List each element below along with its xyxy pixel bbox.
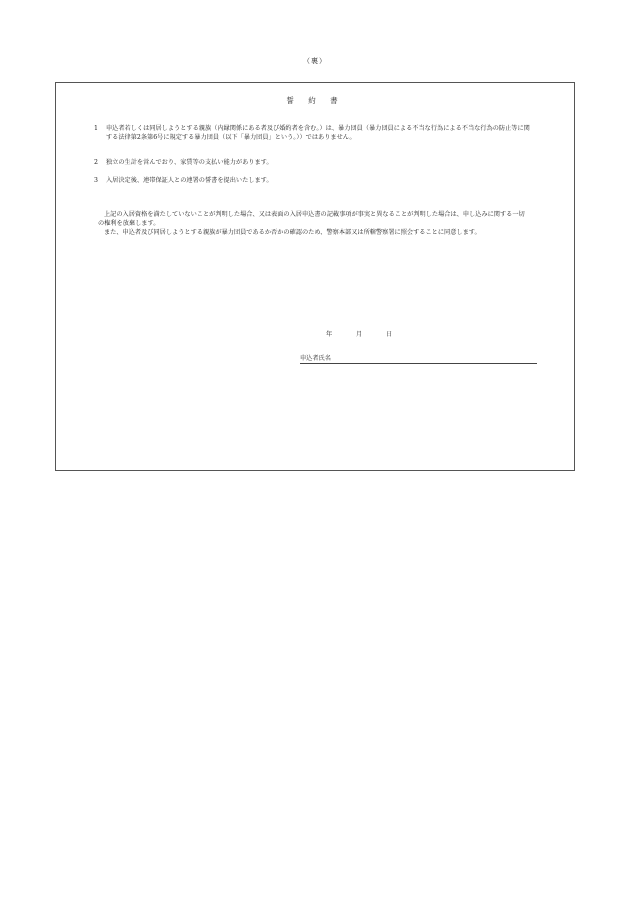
year-label: 年 bbox=[326, 331, 333, 338]
day-label: 日 bbox=[385, 331, 393, 338]
item-number: 1 bbox=[94, 125, 98, 132]
item-text: 独立の生計を営んでおり、家賃等の支払い能力があります。 bbox=[106, 159, 273, 166]
pledge-item-3 bbox=[94, 176, 530, 185]
month-label: 月 bbox=[355, 331, 363, 338]
pledge-item-2 bbox=[94, 158, 530, 167]
pledge-form-frame bbox=[55, 82, 575, 471]
consent-paragraph-1: 上記の入居資格を満たしていないことが判明した場合、又は表面の入居申込書の記載事項が事実と異なることが判明した場合は、申し込みに関する一切の権利を放棄します。 bbox=[98, 211, 525, 227]
consent-paragraph-2: また、申込者及び同居しようとする親族が暴力団員であるか否かの確認のため、警察本部又は所轄警察署に照会することに同意します。 bbox=[104, 229, 481, 236]
pledge-item-1 bbox=[94, 124, 530, 142]
form-title: 誓 約 書 bbox=[286, 96, 344, 105]
signature-field[interactable] bbox=[300, 355, 537, 364]
item-text: 入居決定後、連帯保証人との連署の誓書を提出いたします。 bbox=[106, 177, 273, 184]
item-text: 申込者若しくは同居しようとする親族（内縁関係にある者及び婚約者を含む。）は、暴力団員（暴力団員による不当な行為による不当な行為の防止等に関する法律第2条第6号に規定する暴力団員（以下「暴力団員」という。））ではありません。 bbox=[106, 125, 530, 141]
item-number: 3 bbox=[94, 177, 98, 184]
signature-label: 申込者氏名 bbox=[300, 355, 331, 362]
date-line bbox=[326, 329, 392, 338]
item-number: 2 bbox=[94, 159, 98, 166]
page-side-label: （裏） bbox=[303, 57, 327, 65]
